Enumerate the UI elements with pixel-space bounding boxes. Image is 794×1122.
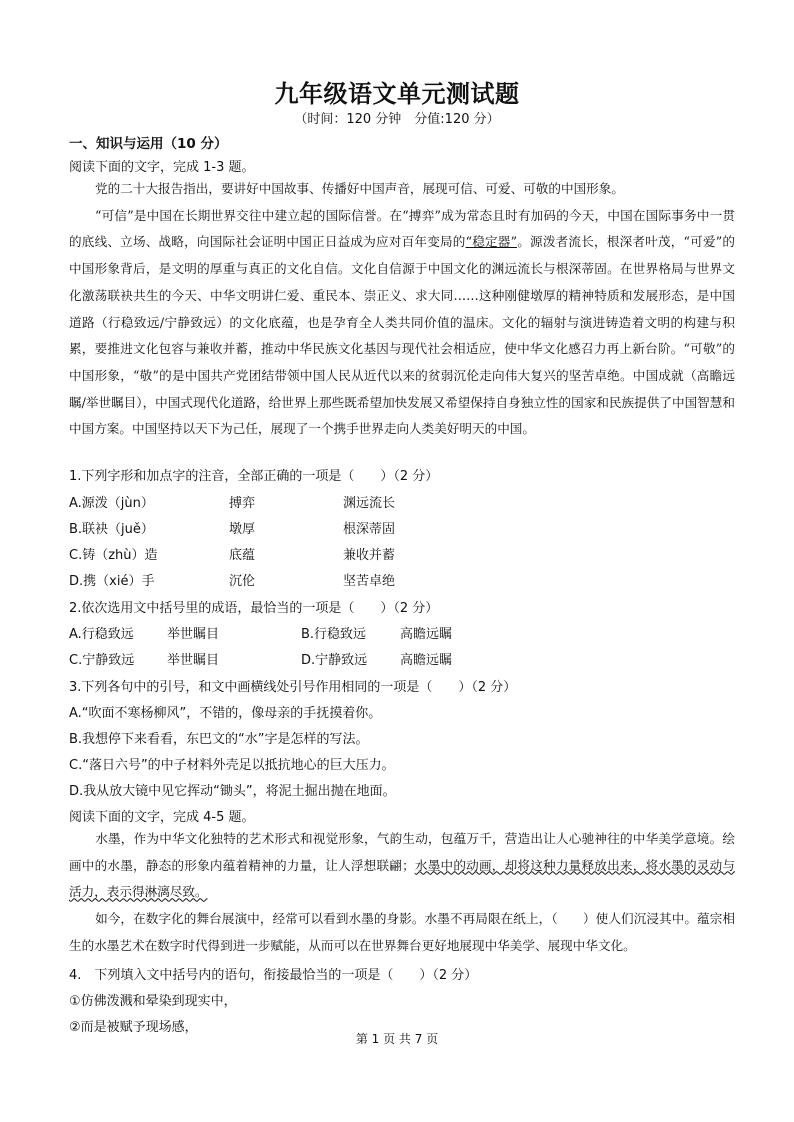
passage-1-paragraph-2: “可信”是中国在长期世界交往中建立起的国际信誉。在“搏弈”成为常态且时有加码的今天，中国在国际事务中一贯的底线、立场、战略，向国际社会证明中国正日益成为应对百年变局的	[69, 207, 735, 250]
option-cell: C.铸（zhù）造	[69, 548, 158, 563]
option-cell: A.行稳致远	[69, 627, 134, 642]
wavy-underlined-sentence: 水墨中的动画，却将这种力量释放出来，将水墨的灵动与活力，表示得淋漓尽致。	[69, 857, 736, 900]
option-cell: 兼收并蓄	[343, 548, 396, 563]
option-cell: 举世瞩目	[167, 627, 220, 642]
option-cell: D.宁静致远	[301, 653, 368, 668]
option-cell: 坚苦卓绝	[343, 574, 396, 589]
option-cell: 底蕴	[229, 548, 256, 563]
passage-1-paragraph-2-rest: 。源泼者流长，根深者叶茂，“可爱”的中国形象背后，是文明的厚重与真正的文化自信。文化自信源于中国文化的渊远流长与根深蒂固。在世界格局与世界文化激荡联袂共生的今天、中华文明讲仁爱、重民本、崇正义、求大同……这种刚健墩厚的精神特质和发展形态，是中国道路（行稳致远/宁静致远）的文化底蕴，也是孕育全人类共同价值的温床。文化的辐射与演进铸造着文明的构建与积累，要推进文化包容与兼收并蓄，推动中华民族文化基因与现代社会相适应，使中华文化感召力再上新台阶。“可敬”的中国形象，“敬”的是中国共产党团结带领中国人民从近代以来的贫弱沉伦走向伟大复兴的坚苦卓绝。中国成就（高瞻远瞩/举世瞩目），中国式现代化道路，给世界上那些既希望加快发展又希望保持自身独立性的国家和民族提供了中国智慧和中国方案。中国坚持以天下为己任，展现了一个携手世界走向人类美好明天的中国。	[69, 234, 735, 437]
reading-instruction: 阅读下面的文字，完成 1-3 题。	[69, 160, 255, 175]
passage-2-paragraph-1: 水墨，作为中华文化独特的艺术形式和视觉形象，气韵生动，包蕴万千，营造出让人心驰神往的中华美学意境。绘画中的水墨，静态的形象内蕴着精神的力量，让人浮想联翩；	[69, 831, 735, 873]
option-cell: 高瞻远瞩	[400, 653, 453, 668]
passage-2	[69, 826, 735, 960]
option-cell: 沉伦	[229, 574, 256, 589]
underlined-quote: “稳定器”	[465, 234, 518, 250]
option-cell: 墩厚	[229, 522, 256, 537]
passage-1	[69, 176, 735, 443]
option-cell: 举世瞩目	[167, 653, 220, 668]
question-2-stem: 2.依次选用文中括号里的成语，最恰当的一项是（ ）（2 分）	[69, 601, 439, 616]
option-cell: B.联袂（juě）	[69, 522, 154, 537]
question-1-stem: 1.下列字形和加点字的注音，全部正确的一项是（ ）（2 分）	[69, 469, 439, 484]
question-3-option-c: C.“落日六号”的中子材料外壳足以抵抗地心的巨大压力。	[69, 758, 395, 773]
option-cell: C.宁静致远	[69, 653, 135, 668]
section-heading: 一、知识与运用（10 分）	[69, 136, 228, 152]
option-cell: 高瞻远瞩	[400, 627, 453, 642]
option-cell: 搏弈	[229, 496, 256, 511]
page-title: 九年级语文单元测试题	[274, 80, 520, 108]
passage-1-paragraph-1: 党的二十大报告指出，要讲好中国故事、传播好中国声音，展现可信、可爱、可敬的中国形象。	[95, 181, 624, 196]
option-cell: B.行稳致远	[301, 627, 367, 642]
question-4-item-1: ①仿佛泼溅和晕染到现实中，	[69, 994, 237, 1009]
question-3-option-d: D.我从放大镜中见它挥动“锄头”，将泥土掘出抛在地面。	[69, 784, 396, 799]
option-cell: A.源泼（jùn）	[69, 496, 154, 511]
option-cell: 渊远流长	[343, 496, 396, 511]
exam-info: （时间：120 分钟 分值:120 分）	[294, 112, 500, 127]
page-number: 第 1 页 共 7 页	[355, 1032, 439, 1046]
passage-2-paragraph-2: 如今，在数字化的舞台展演中，经常可以看到水墨的身影。水墨不再局限在纸上，（ ）使人们沉浸其中。蕴宗相生的水墨艺术在数字时代得到进一步赋能，从而可以在世界舞台更好地展现中华美学、展现中华文化。	[69, 911, 735, 953]
question-3-option-a: A.“吹面不寒杨柳风”，不错的，像母亲的手抚摸着你。	[69, 706, 382, 721]
question-4-item-2: ②而是被赋予现场感，	[69, 1020, 198, 1035]
question-3-option-b: B.我想停下来看看，东巴文的“水”字是怎样的写法。	[69, 732, 369, 747]
reading-instruction-2: 阅读下面的文字，完成 4-5 题。	[69, 810, 255, 825]
question-4-stem: 4. 下列填入文中括号内的语句，衔接最恰当的一项是（ ）（2 分）	[69, 968, 478, 983]
question-3-stem: 3.下列各句中的引号，和文中画横线处引号作用相同的一项是（ ）（2 分）	[69, 680, 517, 695]
option-cell: D.携（xié）手	[69, 574, 155, 589]
option-cell: 根深蒂固	[343, 522, 396, 537]
